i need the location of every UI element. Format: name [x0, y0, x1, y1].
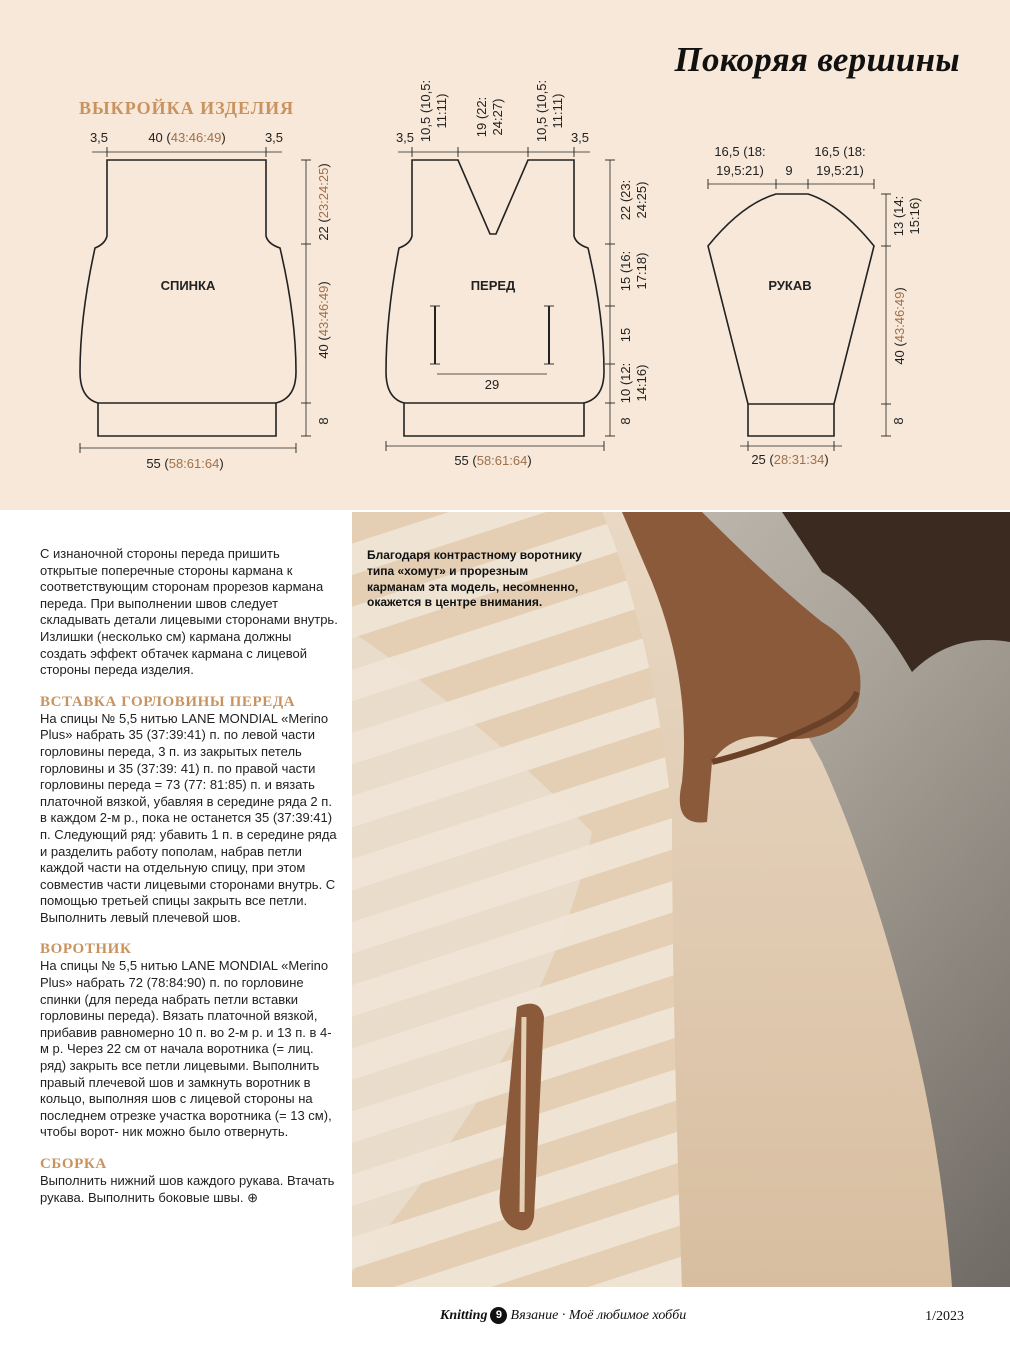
back-dim-height-2: 40 (43:46:49) — [316, 281, 331, 359]
front-dim-height-1: 22 (23:24:25) — [618, 179, 649, 221]
footer-brand: Knitting — [440, 1308, 488, 1323]
back-dim-bottom: 55 (58:61:64) — [146, 456, 224, 471]
pocket-opening — [522, 1017, 524, 1212]
front-dim-shoulder-left: 10,5 (10,5:11:11) — [418, 79, 449, 143]
page-title: Покоряя вершины — [674, 40, 960, 79]
front-dim-height-2: 15 (16:17:18) — [618, 250, 649, 292]
pattern-heading: ВЫКРОЙКА ИЗДЕЛИЯ — [79, 98, 295, 118]
front-dim-height-3: 15 — [618, 327, 633, 343]
front-dim-right-margin: 3,5 — [570, 130, 590, 145]
front-label: ПЕРЕД — [470, 278, 516, 293]
sweater-photo — [352, 512, 1010, 1287]
back-outline — [80, 160, 296, 436]
back-dim-right-margin: 3,5 — [264, 130, 284, 145]
sleeve-dim-center: 9 — [785, 163, 793, 178]
end-mark-icon: ⊕ — [247, 1189, 259, 1205]
photo-caption: Благодаря контрастному воротнику типа «хомут» и прорезным карманам эта модель, несомненно, окажется в центре внимания. — [367, 548, 582, 610]
back-dim-height-1: 22 (23:24:25) — [316, 163, 331, 241]
back-dim-rib: 8 — [316, 417, 331, 425]
sleeve-outline — [708, 194, 874, 436]
front-dim-bottom: 55 (58:61:64) — [454, 453, 532, 468]
footer-page-number: 9 — [490, 1307, 507, 1324]
sleeve-dim-left: 16,5 (18: 19,5:21) — [714, 144, 766, 178]
front-dim-left-margin: 3,5 — [395, 130, 415, 145]
sleeve-piece — [708, 144, 922, 467]
back-dim-top: 40 (43:46:49) — [148, 130, 226, 145]
collar-paragraph: На спицы № 5,5 нитью LANE MONDIAL «Merino Plus» набрать 72 (78:84:90) п. по горловине спинки (для переда набрать петли вставки горловины переда). Вязать платочной вязкой, прибавив равномерно 10 п. во 2-м р. и 13 п. в 4-м р. Через 22 см от начала воротника (= лиц. ряд) закрыть все петли лицевыми. Выполнить правый плечевой шов и замкнуть воротник в кольцо, выполняя шов с лицевой стороны на последнем отрезке участка воротника (= 13 см), чтобы ворот- ник можно было отвернуть. — [40, 958, 332, 1140]
sleeve-dim-height-2: 40 (43:46:49) — [892, 287, 907, 365]
assembly-paragraph: Выполнить нижний шов каждого рукава. Втачать рукава. Выполнить боковые швы. ⊕ — [40, 1173, 335, 1205]
footer-magazine — [440, 1307, 686, 1324]
sweater-photo-art — [352, 512, 1010, 1287]
front-dim-height-4: 10 (12:14:16) — [618, 362, 649, 404]
front-dim-shoulder-right: 10,5 (10,5:11:11) — [534, 79, 565, 143]
back-label: СПИНКА — [160, 278, 216, 293]
back-dim-left-margin: 3,5 — [89, 130, 109, 145]
sleeve-dim-height-1: 13 (14:15:16) — [891, 195, 922, 237]
pattern-diagrams — [0, 0, 1010, 510]
instructions-column — [40, 546, 340, 1206]
intro-paragraph: С изнаночной стороны переда пришить открытые поперечные стороны кармана к соответствующим сторонам прорезов кармана переда. При выполнении швов следует складывать детали лицевыми сторонами внутрь. Излишки (несколько см) кармана должны создать эффект обтачек кармана с лицевой стороны переда изделия. — [40, 546, 338, 678]
footer-subtitle: Вязание · Моё любимое хобби — [510, 1308, 687, 1323]
sleeve-label: РУКАВ — [768, 278, 812, 293]
footer-issue: 1/2023 — [925, 1309, 964, 1324]
front-dim-neck: 19 (22:24:27) — [474, 96, 505, 138]
neck-insert-paragraph: На спицы № 5,5 нитью LANE MONDIAL «Merino Plus» набрать 35 (37:39:41) п. по левой части горловины переда, 3 п. из закрытых петель горловины и 35 (37:39: 41) п. по правой части горловины переда = 73 (77: 81:85) п. и вязать платочной вязкой, убавляя в середине ряда 2 п. в каждом 2-м р., пока не останется 35 (37:39:41) п. Следующий ряд: убавить 1 п. в середине ряда и разделить работу пополам, набрав петли каждой части на отдельную спицу, при этом совместив части лицевыми сторонами внутрь. С помощью третьей спицы закрыть все петли. Выполнить левый плечевой шов. — [40, 710, 337, 925]
collar-heading: ВОРОТНИК — [40, 941, 132, 958]
sleeve-dim-bottom: 25 (28:31:34) — [751, 452, 829, 467]
neck-insert-heading: ВСТАВКА ГОРЛОВИНЫ ПЕРЕДА — [40, 693, 296, 710]
front-piece — [386, 80, 649, 468]
assembly-heading: СБОРКА — [40, 1156, 107, 1172]
back-piece — [80, 130, 331, 471]
sleeve-dim-rib: 8 — [891, 417, 906, 425]
front-dim-pocket: 29 — [484, 377, 500, 392]
front-dim-rib: 8 — [618, 417, 633, 425]
front-outline — [386, 160, 604, 436]
sleeve-dim-right: 16,5 (18: 19,5:21) — [814, 144, 866, 178]
